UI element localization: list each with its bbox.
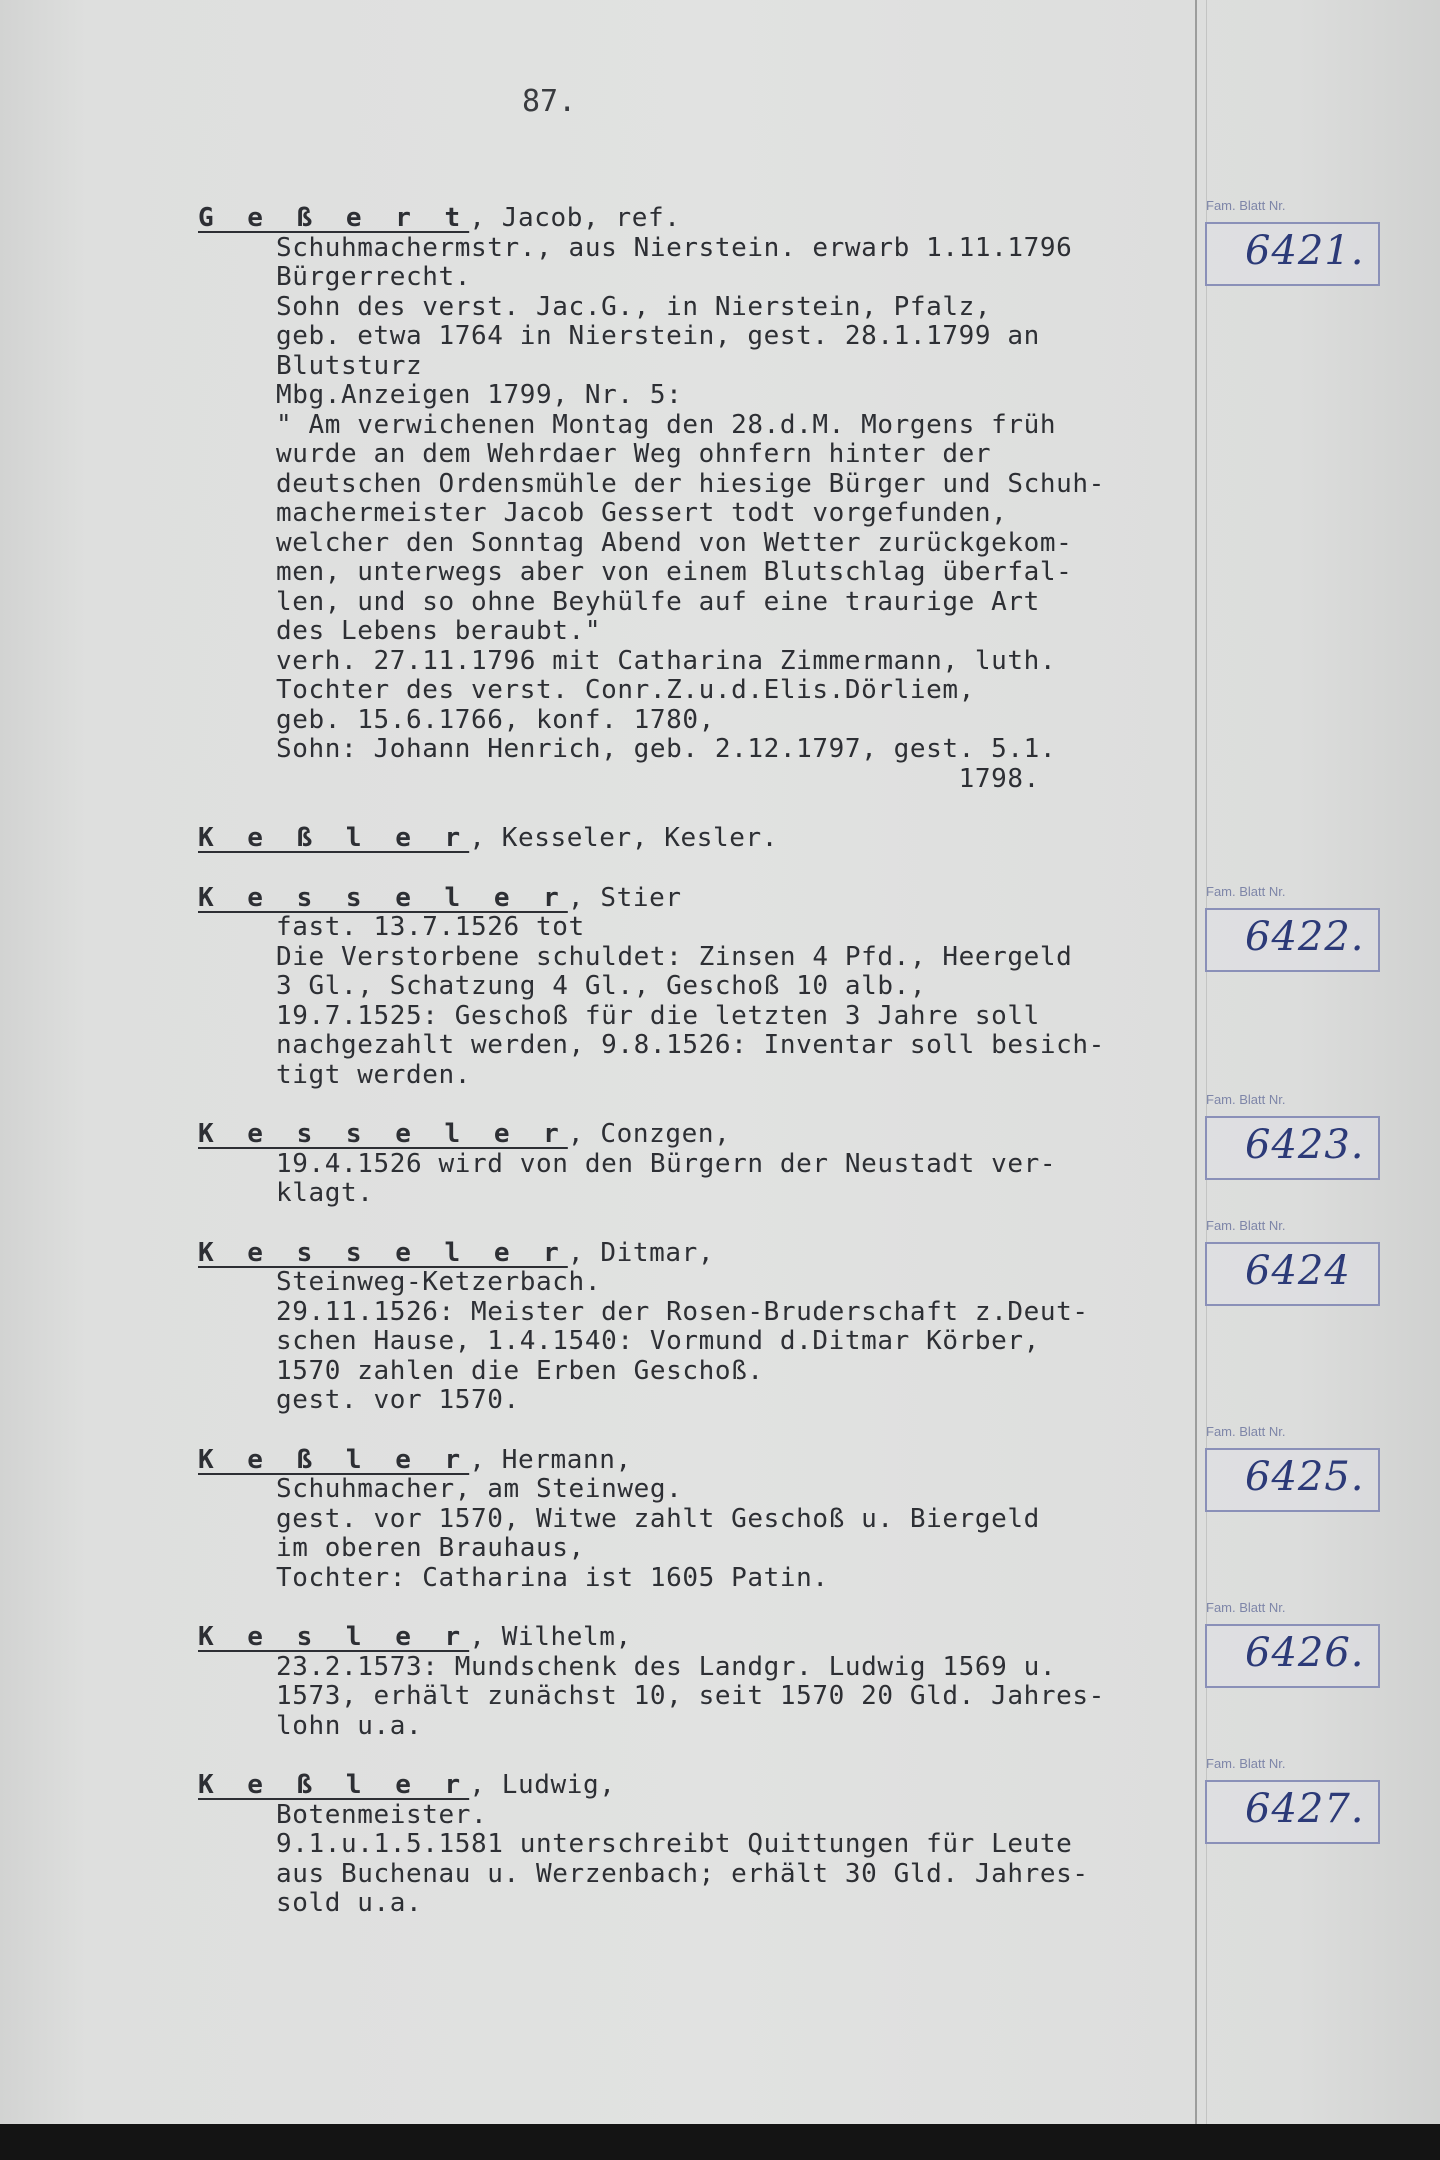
entry-text-line: 19.7.1525: Geschoß für die letzten 3 Jahre soll [276,1000,1040,1031]
entry-text-line: Tochter: Catharina ist 1605 Patin. [276,1562,829,1593]
entry-text-line: verh. 27.11.1796 mit Catharina Zimmermann, luth. [276,645,1057,676]
entry-text-line: men, unterwegs aber von einem Blutschlag überfal- [276,557,1073,587]
entry-text-line: Blutsturz [276,350,423,381]
entry-given-name: , Conzgen, [567,1119,731,1149]
entry-text-line: Bürgerrecht. [276,262,472,292]
entry-text-line: Tochter des verst. Conr.Z.u.d.Elis.Dörliem, [276,675,975,705]
entry-text-line: des Lebens beraubt." [276,616,602,646]
entry-text-line: " Am verwichenen Montag den 28.d.M. Morgens früh [276,409,1057,440]
entry-surname: K e s s e l e r [198,882,568,913]
register-entry [198,1120,1198,1209]
entry-given-name: , Wilhelm, [469,1622,632,1652]
entry-surname: G e ß e r t [198,203,470,233]
page-number: 87. [522,84,577,119]
entry-heading [198,1120,1198,1150]
entry-given-name: , Ditmar, [567,1237,715,1268]
entry-text-line: Steinweg-Ketzerbach. [276,1267,602,1297]
entry-surname: K e s s e l e r [198,1119,568,1149]
entry-text-line: Botenmeister. [276,1799,488,1830]
entry-text-line: fast. 13.7.1526 tot [276,912,585,942]
entry-text-line: machermeister Jacob Gessert todt vorgefunden, [276,498,1008,528]
entry-text-line: 23.2.1573: Mundschenk des Landgr. Ludwig 1569 u. [276,1651,1057,1682]
entry-text-line: Schuhmacher, am Steinweg. [276,1474,683,1504]
card-label-3: Fam. Blatt Nr. [1206,884,1286,899]
entry-text-line: Sohn: Johann Henrich, geb. 2.12.1797, gest. 5.1. [276,734,1057,764]
card-label-1: Fam. Blatt Nr. [1206,198,1286,213]
entry-text-line: 19.4.1526 wird von den Bürgern der Neustadt ver- [276,1148,1057,1179]
register-entry [198,884,1198,1091]
entry-surname: K e ß l e r [198,1444,470,1475]
card-number-3: 6422. [1245,914,1365,960]
card-number-box-1 [1205,222,1380,286]
entry-text-line: nachgezahlt werden, 9.8.1526: Inventar soll besich- [276,1030,1105,1060]
entry-heading [198,204,1198,234]
entry-list [198,204,1198,1949]
register-entry [198,1623,1198,1741]
entry-text-line: tigt werden. [276,1059,472,1090]
entry-text-line: 29.11.1526: Meister der Rosen-Bruderschaft z.Deut- [276,1296,1089,1327]
entry-text-line: gest. vor 1570, Witwe zahlt Geschoß u. Biergeld [276,1503,1040,1534]
entry-given-name: , Jacob, ref. [469,203,681,233]
entry-text-line: Schuhmachermstr., aus Nierstein. erwarb 1.11.1796 [276,232,1073,263]
card-label-8: Fam. Blatt Nr. [1206,1756,1286,1771]
card-number-box-6 [1205,1448,1380,1512]
card-number-box-8 [1205,1780,1380,1844]
register-entry [198,824,1198,854]
card-label-6: Fam. Blatt Nr. [1206,1424,1286,1439]
card-label-5: Fam. Blatt Nr. [1206,1218,1286,1233]
card-number-1: 6421. [1245,228,1365,274]
entry-text-line: 1570 zahlen die Erben Geschoß. [276,1355,764,1386]
entry-text-line: geb. 15.6.1766, konf. 1780, [276,704,715,735]
entry-heading [198,884,1198,914]
card-number-8: 6427. [1245,1786,1365,1832]
register-entry [198,1239,1198,1416]
entry-text-line: aus Buchenau u. Werzenbach; erhält 30 Gld. Jahres- [276,1858,1089,1889]
card-number-7: 6426. [1245,1630,1365,1676]
entry-surname: K e s s e l e r [198,1237,568,1268]
entry-text-line: len, und so ohne Beyhülfe auf eine traurige Art [276,586,1040,617]
entry-given-name: , Hermann, [469,1444,632,1475]
entry-text-line: wurde an dem Wehrdaer Weg ohnfern hinter der [276,439,992,469]
entry-surname: K e ß l e r [198,1770,470,1800]
entry-surname: K e ß l e r [198,823,470,853]
entry-text-line: geb. etwa 1764 in Nierstein, gest. 28.1.1799 an [276,321,1040,351]
register-entry [198,1771,1198,1919]
entry-text-line: welcher den Sonntag Abend von Wetter zurückgekom- [276,527,1073,558]
entry-text-line: im oberen Brauhaus, [276,1533,585,1563]
entry-text-line: gest. vor 1570. [276,1385,520,1415]
entry-text-line: 3 Gl., Schatzung 4 Gl., Geschoß 10 alb., [276,971,927,1001]
entry-text-line: 9.1.u.1.5.1581 unterschreibt Quittungen für Leute [276,1829,1073,1859]
entry-text-line: lohn u.a. [276,1710,423,1741]
card-number-4: 6423. [1245,1122,1365,1168]
entry-text-line: sold u.a. [276,1888,423,1918]
card-number-6: 6425. [1245,1454,1365,1500]
card-label-7: Fam. Blatt Nr. [1206,1600,1286,1615]
entry-text-line: Die Verstorbene schuldet: Zinsen 4 Pfd., Heergeld [276,941,1073,972]
entry-given-name: , Kesseler, Kesler. [469,823,779,853]
card-number-box-4 [1205,1116,1380,1180]
register-entry [198,1446,1198,1594]
entry-text-line: Mbg.Anzeigen 1799, Nr. 5: [276,380,683,410]
card-number-box-5 [1205,1242,1380,1306]
entry-heading [198,824,1198,854]
register-entry [198,204,1198,794]
entry-given-name: , Ludwig, [469,1770,616,1800]
entry-surname: K e s l e r [198,1622,470,1652]
card-label-4: Fam. Blatt Nr. [1206,1092,1286,1107]
entry-heading [198,1623,1198,1653]
card-number-box-7 [1205,1624,1380,1688]
entry-text-line: 1798. [276,763,1040,794]
entry-heading [198,1239,1198,1269]
entry-given-name: , Stier [567,882,682,913]
card-number-5: 6424 [1245,1248,1351,1294]
entry-text-line: 1573, erhält zunächst 10, seit 1570 20 Gld. Jahres- [276,1681,1105,1711]
entry-text-line: schen Hause, 1.4.1540: Vormund d.Ditmar Körber, [276,1326,1040,1356]
entry-heading [198,1446,1198,1476]
entry-text-line: klagt. [276,1178,374,1208]
entry-text-line: Sohn des verst. Jac.G., in Nierstein, Pfalz, [276,291,992,322]
card-number-box-3 [1205,908,1380,972]
entry-heading [198,1771,1198,1801]
entry-text-line: deutschen Ordensmühle der hiesige Bürger und Schuh- [276,468,1105,499]
